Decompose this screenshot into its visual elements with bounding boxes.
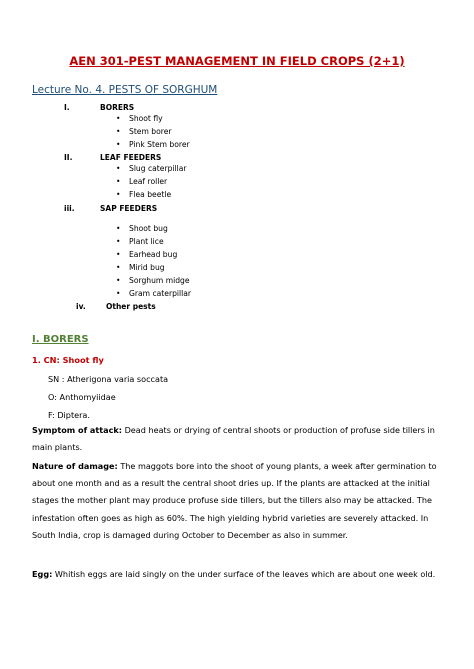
scientific-name: SN : Atherigona varia soccata [48, 374, 169, 384]
bullet-icon: • [116, 127, 121, 136]
order-line: O: Anthomyiidae [48, 392, 116, 402]
egg-paragraph [32, 566, 442, 583]
outline-numeral: II. [64, 153, 73, 162]
symptom-paragraph [32, 422, 442, 456]
list-item: • Flea beetle [116, 190, 172, 199]
outline-heading: LEAF FEEDERS [100, 153, 162, 162]
list-item: • Pink Stem borer [116, 140, 190, 149]
bullet-icon: • [116, 164, 121, 173]
bullet-icon: • [116, 140, 121, 149]
bullet-icon: • [116, 250, 121, 259]
egg-label: Egg: [32, 569, 53, 579]
outline-heading: SAP FEEDERS [100, 204, 158, 213]
outline-numeral: iv. [76, 302, 86, 311]
symptom-text: Dead heats or drying of central shoots or production of profuse side tillers in main plants. [32, 425, 435, 453]
list-item: • Shoot bug [116, 224, 168, 233]
list-item: • Shoot fly [116, 114, 163, 123]
bullet-icon: • [116, 190, 121, 199]
damage-label: Nature of damage: [32, 461, 118, 471]
document-title: AEN 301-PEST MANAGEMENT IN FIELD CROPS (2+1) [69, 54, 405, 68]
list-item: • Mirid bug [116, 263, 165, 272]
bullet-icon: • [116, 263, 121, 272]
bullet-icon: • [116, 237, 121, 246]
list-item: • Sorghum midge [116, 276, 190, 285]
bullet-icon: • [116, 224, 121, 233]
outline-numeral: I. [64, 103, 70, 112]
lecture-heading: Lecture No. 4. PESTS OF SORGHUM [32, 84, 218, 96]
outline-heading: BORERS [100, 103, 135, 112]
section-heading: I. BORERS [32, 334, 89, 345]
list-item: • Earhead bug [116, 250, 178, 259]
list-item: • Leaf roller [116, 177, 168, 186]
list-item: • Plant lice [116, 237, 164, 246]
damage-paragraph [32, 458, 442, 544]
outline-numeral: iii. [64, 204, 75, 213]
pest-heading: 1. CN: Shoot fly [32, 355, 104, 365]
list-item: • Gram caterpillar [116, 289, 191, 298]
outline-heading: Other pests [106, 302, 156, 311]
list-item: • Slug caterpillar [116, 164, 187, 173]
damage-text: The maggots bore into the shoot of young plants, a week after germination to about one month and as a result the central shoot dries up. If the plants are attacked at the initial stages the mother plant may produce profuse side tillers, but the tillers also may be attacked. The infestation often goes as high as 60%. The high yielding hybrid varieties are severely attacked. In South India, crop is damaged during October to December as also in summer. [32, 461, 437, 540]
bullet-icon: • [116, 289, 121, 298]
bullet-icon: • [116, 276, 121, 285]
egg-text: Whitish eggs are laid singly on the under surface of the leaves which are about one week old. [52, 569, 436, 579]
list-item: • Stem borer [116, 127, 172, 136]
bullet-icon: • [116, 177, 121, 186]
bullet-icon: • [116, 114, 121, 123]
symptom-label: Symptom of attack: [32, 425, 122, 435]
family-line: F: Diptera. [48, 410, 90, 420]
